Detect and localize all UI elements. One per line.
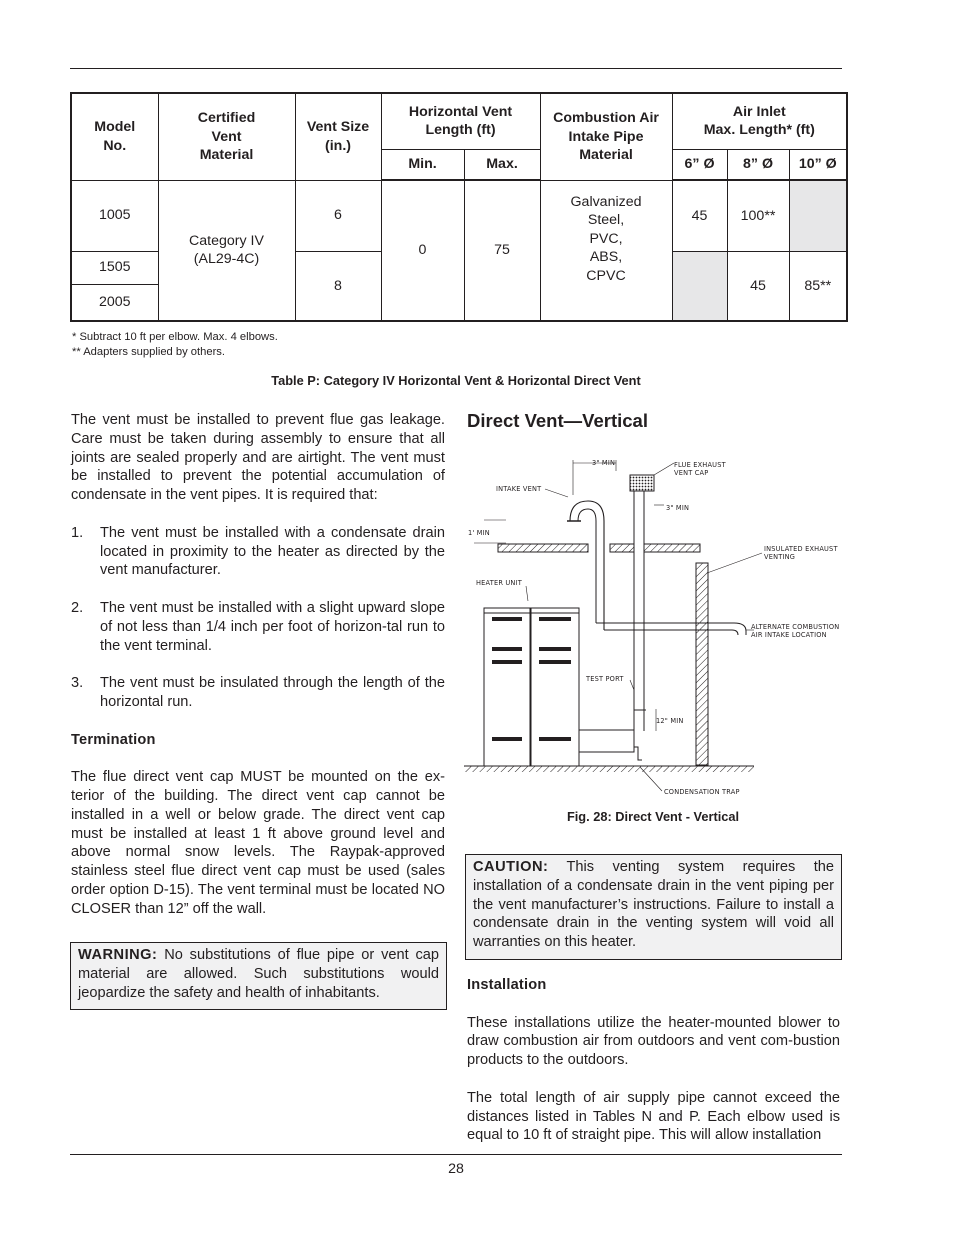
heater-base — [579, 730, 634, 752]
cell-inlet-8-row1: 100** — [727, 180, 789, 251]
cell-inlet-10-row2: 85** — [789, 251, 847, 321]
warning-text: No substitutions of flue pipe or vent cap material are allowed. Such substitutions would jeopardize the safety and health of inhabitants. — [78, 947, 439, 1001]
roof-mid — [610, 544, 634, 552]
alt-intake-lower — [604, 630, 738, 635]
requirement-item-3: 3. The vent must be insulated through the length of the horizontal run. — [71, 675, 445, 710]
roof-right — [644, 544, 700, 552]
label-12-min: 12" MIN — [656, 717, 684, 725]
label-flue-cap-1: FLUE EXHAUST — [674, 461, 726, 469]
heater-cabinet-right — [531, 608, 579, 766]
header-air-inlet: Air Inlet Max. Length* (ft) — [672, 93, 847, 149]
label-heater-unit: HEATER UNIT — [476, 579, 522, 587]
termination-heading: Termination — [71, 731, 156, 748]
header-horizontal: Horizontal Vent Length (ft) — [381, 93, 540, 149]
cell-vent-size-8: 8 — [295, 251, 381, 321]
table-note-2: ** Adapters supplied by others. — [72, 346, 225, 358]
direct-vent-heading: Direct Vent—Vertical — [467, 410, 648, 431]
label-test-port: TEST PORT — [586, 675, 624, 683]
bottom-rule — [70, 1154, 842, 1155]
cell-max: 75 — [464, 180, 540, 321]
cell-model-1005: 1005 — [71, 180, 158, 251]
warning-label: WARNING: — [78, 947, 158, 963]
header-8in: 8” Ø — [727, 149, 789, 180]
label-alternate-2: AIR INTAKE LOCATION — [751, 631, 827, 639]
header-vent-size: Vent Size (in.) — [295, 93, 381, 180]
installation-paragraph-2: The total length of air supply pipe cannot exceed the distances listed in Tables N and P. Each elbow used is equal to 10 ft of straight pipe. This will allow installation — [467, 1089, 840, 1144]
warning-box — [70, 942, 447, 1010]
condensate-trap — [634, 747, 642, 760]
cell-model-1505: 1505 — [71, 251, 158, 284]
intake-pipe-inner — [578, 509, 596, 623]
label-alternate-1: ALTERNATE COMBUSTION — [751, 623, 840, 631]
termination-paragraph: The flue direct vent cap MUST be mounted on the ex-terior of the building. The direct vent cap cannot be installed in a well or below grade. The direct vent cap must be installed at least 1 ft above ground level and above normal snow levels. The Raypak-approved stainless steel flue direct vent cap must be used (sales order option D-15). The vent terminal must be located NO CLOSER than 12” off the wall. — [71, 769, 445, 917]
label-intake-vent: INTAKE VENT — [496, 485, 542, 493]
installation-heading: Installation — [467, 977, 547, 993]
page-number: 28 — [448, 1161, 464, 1177]
cell-combustion-material: Galvanized Steel, PVC, ABS, CPVC — [540, 180, 672, 321]
header-combustion: Combustion Air Intake Pipe Material — [540, 93, 672, 180]
label-insulated-1: INSULATED EXHAUST — [764, 545, 838, 553]
direct-vent-heading-wrap — [467, 410, 648, 432]
cell-model-2005: 2005 — [71, 284, 158, 321]
vent-table — [70, 92, 848, 322]
header-max: Max. — [464, 149, 540, 180]
table-note-1: * Subtract 10 ft per elbow. Max. 4 elbows. — [72, 331, 278, 343]
direct-vent-vertical-figure — [464, 455, 846, 800]
heater-cabinet-left — [484, 608, 530, 766]
installation-paragraph-1: These installations utilize the heater-mounted blower to draw combustion air from outdoors and vent com-bustion products to the outdoors. — [467, 1014, 840, 1069]
header-model: Model No. — [71, 93, 158, 180]
cell-vent-material: Category IV (AL29-4C) — [158, 180, 295, 321]
cell-inlet-6-row2-empty — [672, 251, 727, 321]
cell-min: 0 — [381, 180, 464, 321]
label-condensation-trap: CONDENSATION TRAP — [664, 788, 740, 796]
alt-intake-upper — [596, 623, 746, 635]
header-min: Min. — [381, 149, 464, 180]
intro-paragraph: The vent must be installed to prevent flue gas leakage. Care must be taken during assembly to ensure that all joints are sealed properly and are airtight. The vent must be installed to prevent the potential accumulation of condensate in the vent pipes. It is required that: — [71, 412, 445, 504]
side-wall — [696, 563, 708, 765]
label-1-min: 1' MIN — [468, 529, 490, 537]
ground-hatch — [464, 766, 754, 772]
cell-inlet-10-row1-empty — [789, 180, 847, 251]
requirement-item-2: 2. The vent must be installed with a slight upward slope of not less than 1/4 inch per foot of horizon-tal run to the vent terminal. — [71, 599, 445, 654]
cell-inlet-8-row2: 45 — [727, 251, 789, 321]
left-column — [71, 411, 445, 919]
roof-left — [498, 544, 588, 552]
label-3-min-top: 3" MIN — [592, 459, 616, 467]
requirement-item-1: 1. The vent must be installed with a condensate drain located in proximity to the heater as directed by the vent manufacturer. — [71, 524, 445, 579]
caution-box — [465, 854, 842, 960]
flue-cap — [630, 475, 654, 491]
label-3-min-side: 3" MIN — [666, 504, 690, 512]
header-10in: 10” Ø — [789, 149, 847, 180]
caution-label: CAUTION: — [473, 859, 549, 875]
label-flue-cap-2: VENT CAP — [674, 469, 709, 477]
table-caption: Table P: Category IV Horizontal Vent & Horizontal Direct Vent — [271, 373, 641, 388]
label-insulated-2: VENTING — [764, 553, 796, 561]
top-rule — [70, 68, 842, 69]
header-6in: 6” Ø — [672, 149, 727, 180]
figure-caption: Fig. 28: Direct Vent - Vertical — [566, 809, 740, 824]
cell-vent-size-6: 6 — [295, 180, 381, 251]
right-column — [467, 976, 840, 1145]
caution-text: This venting system requires the installation of a condensate drain in the vent piping per the vent manufacturer’s instructions. Failure to install a condensate drain in the venting system will void all warranties on this heater. — [473, 859, 835, 951]
cell-inlet-6-row1: 45 — [672, 180, 727, 251]
header-vent-material: Certified Vent Material — [158, 93, 295, 180]
